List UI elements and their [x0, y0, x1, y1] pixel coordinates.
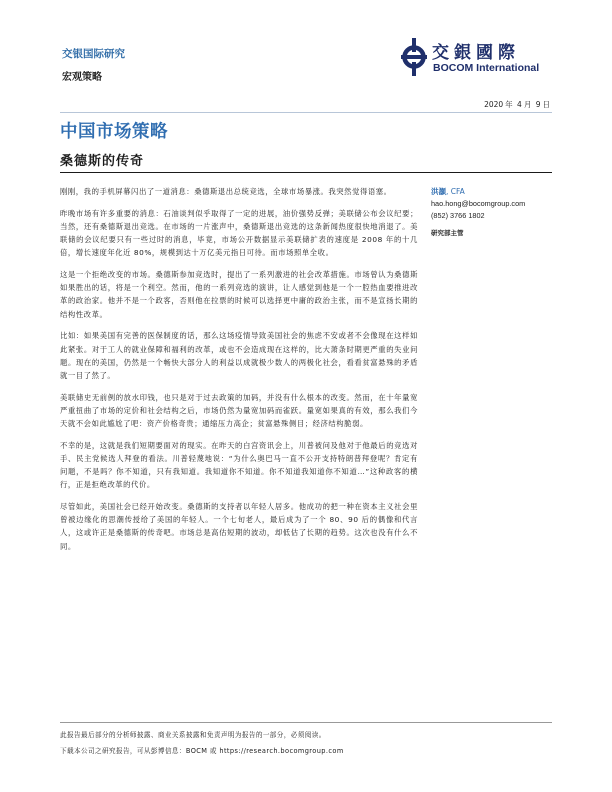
- report-date: [483, 99, 551, 110]
- logo-chinese-text: 交銀國際: [432, 43, 520, 63]
- bocom-logo: [398, 36, 558, 80]
- body-paragraph-7: 尽管如此，美国社会已经开始改变。桑德斯的支持者以年轻人居多。他成功的把一种在资本主义社会里曾被边缘化的思潮传授给了美国的年轻人。一个七旬老人，最后成为了一个 80、90 后的偶像和代言人，这或许正是桑德斯的传奇吧。市场总是高估短期的波动，却低估了长期的趋势。这次也没有什么不同。: [60, 502, 418, 551]
- report-header: [62, 46, 125, 83]
- logo-english-text: BOCOM International: [433, 62, 540, 74]
- body-paragraph-2: 昨晚市场有许多重要的消息：石油谈判似乎取得了一定的进展，油价强势反弹；美联储公布会议纪要；当然，还有桑德斯退出竞选。在市场的一片涨声中，桑德斯退出竞选的这条新闻热度很快地消退了。美联储的会议纪要只有一些过时的消息，毕竟，市场公开数据显示美联储扩表的速度是 2008 年的十几倍，增长速度年化近 80%，规模到达十万亿美元指日可待。而市场照单全收。: [60, 208, 418, 258]
- header-divider: [60, 112, 552, 113]
- date-month-unit: 月: [523, 100, 532, 109]
- body-paragraph-1: 刚刚，我的手机屏幕闪出了一道消息：桑德斯退出总统竞选，全球市场暴涨。我突然觉得语塞。: [60, 187, 392, 196]
- title-divider: [60, 172, 552, 173]
- footer-disclaimer: 此报告最后部分的分析师披露、商业关系披露和免责声明为报告的一部分，必须阅读。: [60, 731, 326, 739]
- report-body: [60, 185, 418, 561]
- author-phone: (852) 3766 1802: [431, 211, 485, 220]
- report-title: 中国市场策略: [60, 122, 168, 142]
- date-year: 2020: [484, 100, 504, 109]
- department-name: 宏观策略: [62, 72, 102, 83]
- date-year-unit: 年: [505, 100, 513, 109]
- report-subtitle: 桑德斯的传奇: [60, 154, 145, 169]
- body-paragraph-3: 这是一个拒绝改变的市场。桑德斯参加竞选时，提出了一系列激进的社会改革措施。市场曾认为桑德斯如果胜出的话，将是一个利空。然而，他的一系列竞选的演讲，让人感觉到他是一个一腔热血要推进改革的政治家。他并不是一个政客，否则他在拉票的时候可以选择更中庸的政治主张，而不是宣扬长期的结构性改革。: [60, 270, 418, 319]
- author-email[interactable]: hao.hong@bocomgroup.com: [431, 199, 526, 208]
- author-credential: , CFA: [446, 187, 465, 196]
- footer-download-info[interactable]: 下载本公司之研究报告，可从彭博信息：BOCM 或 https://research.bocomgroup.com: [60, 747, 344, 755]
- date-month: 4: [517, 100, 522, 109]
- body-paragraph-5: 美联储史无前例的放水印钱，也只是对于过去政策的加码，并没有什么根本的改变。然而，在十年量宽严重扭曲了市场的定价和社会结构之后，市场仍然为量宽加码而雀跃。量宽如果真的有效，那么我们今天就不会如此尴尬了吧：资产价格奇贵；通缩压力高企；贫富悬殊侧目；经济结构脆弱。: [60, 392, 418, 429]
- author-name: [431, 186, 525, 198]
- bocom-logo-icon: [398, 38, 430, 76]
- author-name-cn: 洪灝: [431, 187, 446, 196]
- body-paragraph-4: 比如：如果美国有完善的医保制度的话，那么这场疫情导致美国社会的焦虑不安或者不会像现在这样如此紧张。对于工人的就业保障和福利的改革，或也不会造成现在这样的，比大萧条时期更严重的失业问题。现在的美国，仍然是一个畅快大部分人的利益以成就极少数人的两极化社会，看看贫富悬殊的矛盾就一目了然了。: [60, 331, 418, 380]
- footer-divider: [60, 722, 552, 723]
- author-role: 研究部主管: [431, 229, 464, 237]
- author-block: [431, 186, 525, 237]
- date-day-unit: 日: [542, 100, 550, 109]
- date-day: 9: [535, 100, 541, 109]
- body-paragraph-6: 不幸的是，这就是我们短期要面对的现实。在昨天的白宫资讯会上，川普被问及他对于他最后的竞选对手、民主党候选人拜登的看法。川普轻蔑地说：“为什么奥巴马一直不公开支持特朗普拜登呢？肯定有问题，不是吗？你不知道，只有我知道。我知道你不知道。你不知道我知道你不知道…”这种政客的横行，正是拒绝改革的代价。: [60, 440, 418, 490]
- org-name: 交银国际研究: [62, 48, 125, 60]
